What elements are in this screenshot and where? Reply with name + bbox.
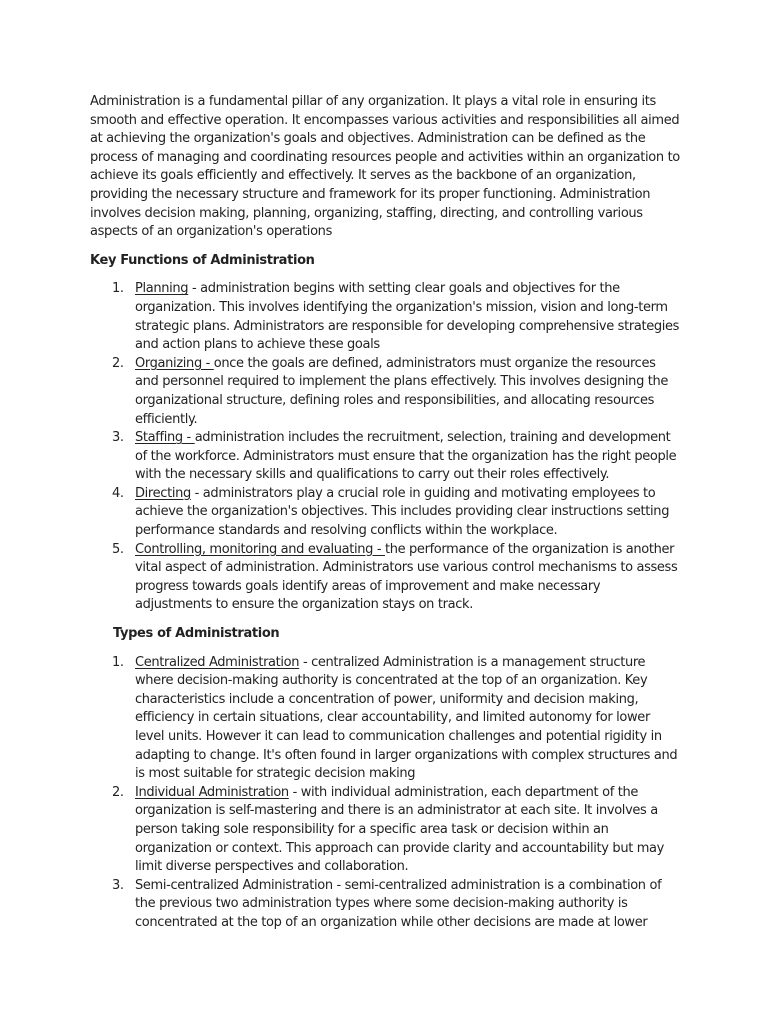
list-number: 3.: [112, 877, 124, 893]
function-description: - administration begins with setting clear goals and objectives for the organization. This involves identifying the organization's mission, vision and long-term strategic plans. Administrators are responsible for developing comprehensive strategies and action plans to achieve these goals: [135, 281, 680, 353]
function-term-directing: Directing: [135, 485, 191, 501]
list-number: 2.: [112, 784, 124, 800]
function-description: the performance of the organization is another vital aspect of administration. Administrators use various control mechanisms to assess progress towards goals identify areas of improvement and make necessary adjustments to ensure the organization stays on track.: [135, 541, 678, 613]
intro-paragraph: Administration is a fundamental pillar of any organization. It plays a vital role in ensuring its smooth and effective operation. It encompasses various activities and responsibilities all aimed at achieving the organization's goals and objectives. Administration can be defined as the process of managing and coordinating resources people and activities within an organization to achieve its goals efficiently and effectively. It serves as the backbone of an organization, providing the necessary structure and framework for its proper functioning. Administration involves decision making, planning, organizing, staffing, directing, and controlling various aspects of an organization's operations: [90, 94, 680, 240]
list-item: [90, 541, 680, 615]
types-list: [90, 654, 680, 933]
list-item: [90, 784, 680, 877]
type-description: Semi-centralized Administration - semi-centralized administration is a combination of the previous two administration types where some decision-making authority is concentrated at the top of an organization while other decisions are made at lower: [135, 877, 662, 930]
list-item: [90, 877, 680, 933]
list-number: 4.: [112, 485, 124, 501]
list-number: 1.: [112, 654, 124, 670]
key-functions-heading: Key Functions of Administration: [90, 252, 315, 268]
document-page: [90, 93, 680, 943]
list-item: [90, 485, 680, 541]
function-term-controlling: Controlling, monitoring and evaluating -: [135, 541, 385, 557]
list-item: [90, 280, 680, 354]
type-description: - centralized Administration is a management structure where decision-making authority is concentrated at the top of an organization. Key characteristics include a concentration of power, uniformity and decision making, efficiency in certain situations, clear accountability, and limited autonomy for lower level units. However it can lead to communication challenges and potential rigidity in adapting to change. It's often found in larger organizations with complex structures and is most suitable for strategic decision making: [135, 654, 678, 782]
list-item: [90, 355, 680, 429]
list-number: 2.: [112, 355, 124, 371]
function-term-staffing: Staffing -: [135, 430, 195, 446]
function-description: - administrators play a crucial role in guiding and motivating employees to achieve the organization's objectives. This includes providing clear instructions setting performance standards and resolving conflicts within the workplace.: [135, 485, 670, 539]
types-heading: Types of Administration: [113, 626, 280, 642]
key-functions-list: [90, 280, 680, 615]
type-term-individual: Individual Administration: [135, 784, 289, 800]
list-number: 5.: [112, 541, 124, 557]
function-term-organizing: Organizing -: [135, 355, 214, 371]
function-term-planning: Planning: [135, 281, 189, 297]
list-number: 3.: [112, 430, 124, 446]
type-term-centralized: Centralized Administration: [135, 654, 300, 670]
type-description: - with individual administration, each department of the organization is self-mastering and there is an administrator at each site. It involves a person taking sole responsibility for a specific area task or decision within an organization or context. This approach can provide clarity and accountability but may limit diverse perspectives and collaboration.: [135, 784, 665, 875]
function-description: administration includes the recruitment, selection, training and development of the workforce. Administrators must ensure that the organization has the right people with the necessary skills and qualifications to carry out their roles effectively.: [135, 430, 677, 483]
list-item: [90, 429, 680, 485]
list-number: 1.: [112, 281, 124, 297]
function-description: once the goals are defined, administrators must organize the resources and personnel required to implement the plans effectively. This involves designing the organizational structure, defining roles and responsibilities, and allocating resources efficiently.: [135, 355, 669, 427]
list-item: [90, 654, 680, 784]
